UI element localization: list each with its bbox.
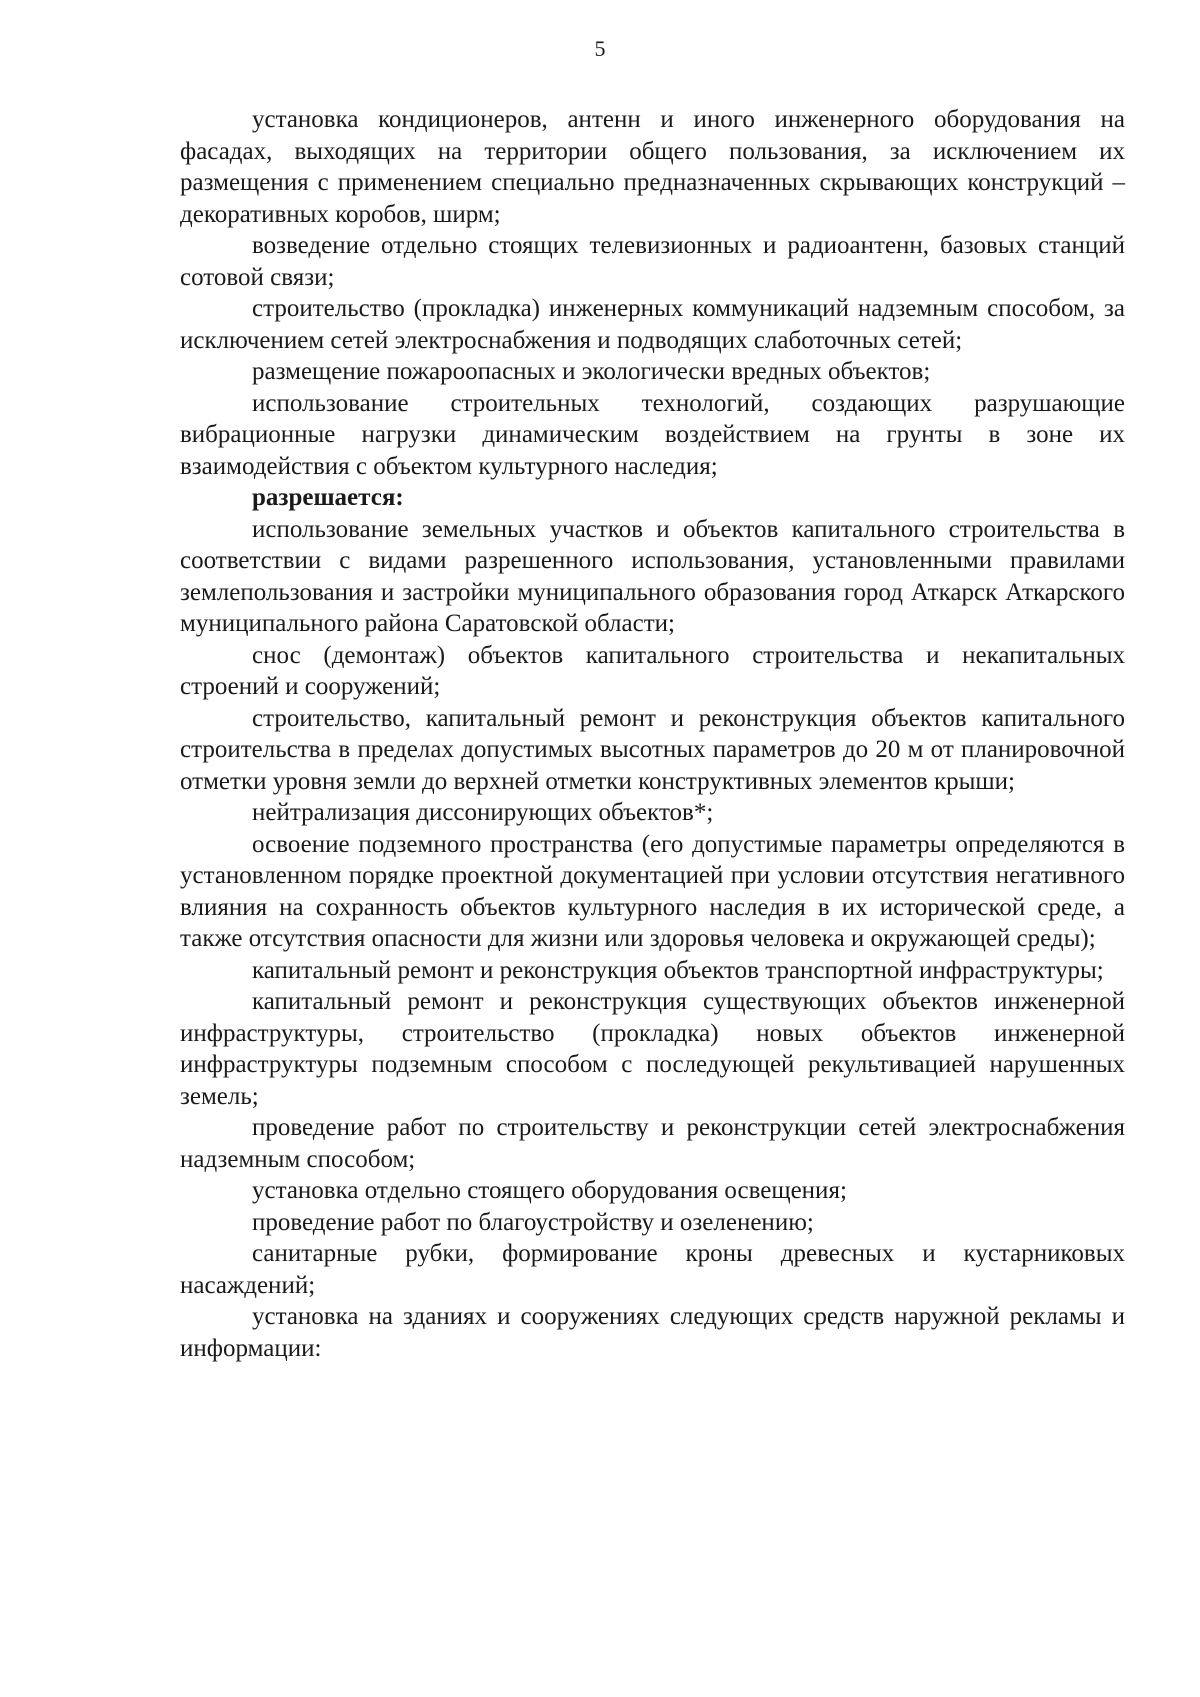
paragraph-land-use: использование земельных участков и объектов капитального строительства в соответствии с видами разрешенного использования, установленными правилами землепользования и застройки муниципального образования город Аткарск Аткарского муниципального района Саратовской области; xyxy=(180,515,1125,637)
paragraph-landscaping: проведение работ по благоустройству и озеленению; xyxy=(252,1208,814,1236)
section-heading-allowed: разрешается: xyxy=(252,484,404,511)
page-number: 5 xyxy=(594,36,606,61)
paragraph-antennas: возведение отдельно стоящих телевизионных и радиоантенн, базовых станций сотовой связи; xyxy=(180,232,1125,291)
paragraph-sanitary-felling: санитарные рубки, формирование кроны древесных и кустарниковых насаждений; xyxy=(180,1240,1125,1299)
paragraph-power-networks: проведение работ по строительству и реконструкции сетей электроснабжения надземным способом; xyxy=(180,1114,1125,1173)
paragraph-dissonant-objects: нейтрализация диссонирующих объектов*; xyxy=(252,799,714,826)
paragraph-construction-height: строительство, капитальный ремонт и реконструкция объектов капитального строительства в пределах допустимых высотных параметров до 20 м от планировочной отметки уровня земли до верхней отметки конструктивных элементов крыши; xyxy=(180,704,1125,795)
paragraph-hazardous-objects: размещение пожароопасных и экологически вредных объектов; xyxy=(252,358,931,385)
paragraph-transport-infrastructure: капитальный ремонт и реконструкция объектов транспортной инфраструктуры; xyxy=(252,956,1104,984)
paragraph-air-conditioners: установка кондиционеров, антенн и иного инженерного оборудования на фасадах, выходящих на территории общего пользования, за исключением их размещения с применением специально предназначенных скрывающих конструкций – декоративных коробов, ширм; xyxy=(180,106,1125,228)
paragraph-outdoor-advertising: установка на зданиях и сооружениях следующих средств наружной рекламы и информации: xyxy=(180,1303,1125,1362)
paragraph-utilities-above-ground: строительство (прокладка) инженерных коммуникаций надземным способом, за исключением сетей электроснабжения и подводящих слаботочных сетей; xyxy=(180,295,1125,354)
paragraph-underground-space: освоение подземного пространства (его допустимые параметры определяются в установленном порядке проектной документацией при условии отсутствия негативного влияния на сохранность объектов культурного наследия в их исторической среде, а также отсутствия опасности для жизни или здоровья человека и окружающей среды); xyxy=(180,830,1125,952)
paragraph-lighting-equipment: установка отдельно стоящего оборудования освещения; xyxy=(252,1177,847,1204)
paragraph-engineering-infrastructure: капитальный ремонт и реконструкция существующих объектов инженерной инфраструктуры, строительство (прокладка) новых объектов инженерной инфраструктуры подземным способом с последующей рекультивацией нарушенных земель; xyxy=(180,988,1125,1110)
paragraph-vibration-technologies: использование строительных технологий, создающих разрушающие вибрационные нагрузки динамическим воздействием на грунты в зоне их взаимодействия с объектом культурного наследия; xyxy=(180,389,1125,480)
document-body xyxy=(180,104,1125,1364)
paragraph-demolition: снос (демонтаж) объектов капитального строительства и некапитальных строений и сооружений; xyxy=(180,641,1125,700)
